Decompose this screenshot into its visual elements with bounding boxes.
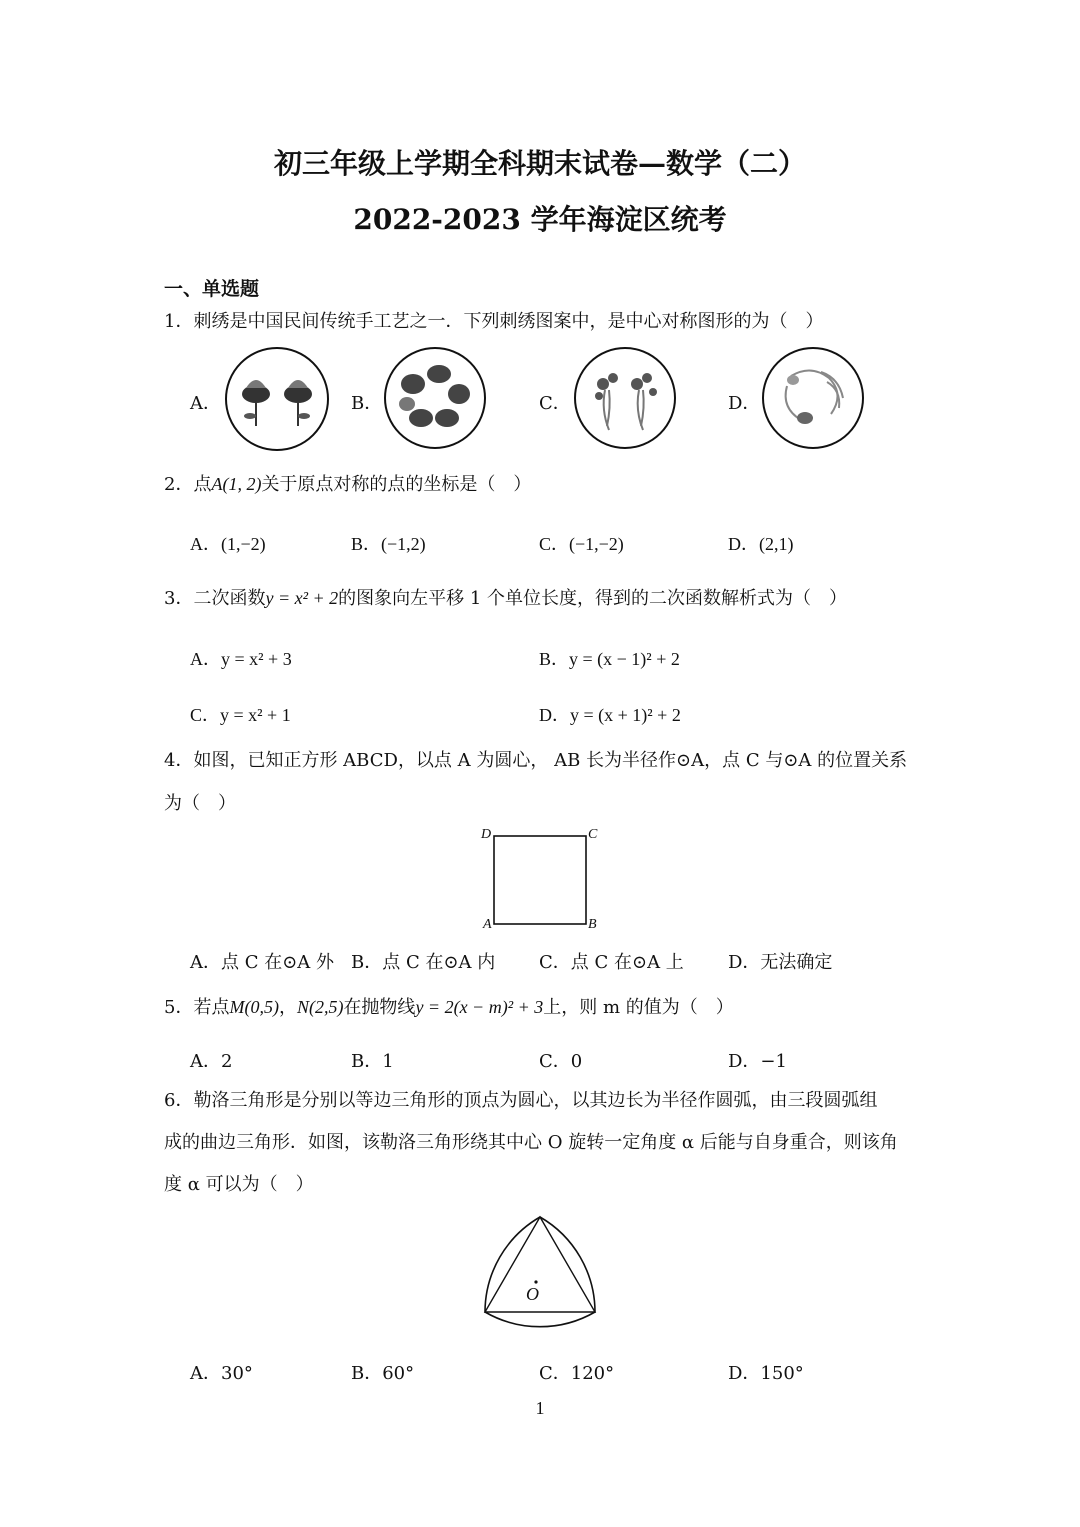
question-2-option-c[interactable]: C．(−1,−2) — [539, 534, 624, 554]
question-4-stem-line2: 为（ ） — [164, 793, 236, 814]
question-2-math: A(1, 2) — [211, 474, 262, 494]
question-5-math-parabola: y = 2(x − m)² + 3 — [415, 997, 544, 1017]
question-5-option-c[interactable]: C．0 — [539, 1051, 583, 1072]
question-5-option-b[interactable]: B．1 — [351, 1051, 394, 1072]
question-4-stem-line1: 4．如图，已知正方形 ABCD，以点 A 为圆心， AB 长为半径作⊙A，点 C 与⊙A 的位置关系 — [164, 750, 908, 771]
question-6-option-c[interactable]: C．120° — [539, 1363, 615, 1384]
question-1-option-a[interactable]: A． — [190, 393, 221, 414]
question-2-option-b[interactable]: B．(−1,2) — [351, 534, 426, 554]
question-5-option-a[interactable]: A．2 — [190, 1051, 233, 1072]
question-3-stem — [164, 588, 847, 610]
question-6-stem-line2: 成的曲边三角形．如图，该勒洛三角形绕其中心 O 旋转一定角度 α 后能与自身重合，则该角 — [164, 1132, 898, 1153]
question-1-option-c[interactable]: C． — [539, 393, 571, 414]
question-3-option-b[interactable]: B．y = (x − 1)² + 2 — [539, 649, 680, 669]
question-3-prefix: 3．二次函数 — [164, 588, 266, 609]
section-heading: 一、单选题 — [164, 278, 260, 300]
question-5-math-n: N(2,5) — [296, 997, 344, 1017]
question-4-option-c[interactable]: C．点 C 在⊙A 上 — [539, 952, 684, 973]
question-2-prefix: 2．点 — [164, 474, 212, 495]
question-3-suffix: 的图象向左平移 1 个单位长度，得到的二次函数解析式为（ ） — [338, 588, 848, 609]
figure-label-c: C — [588, 827, 598, 842]
question-4-option-d[interactable]: D．无法确定 — [728, 952, 833, 973]
question-5-suffix: 上，则 m 的值为（ ） — [543, 997, 734, 1018]
question-5-middle: 在抛物线 — [343, 997, 416, 1018]
embroidery-image-b — [383, 346, 487, 450]
question-5-prefix: 5．若点 — [164, 997, 230, 1018]
figure-label-o: O — [526, 1284, 539, 1304]
question-5-separator: ， — [278, 997, 297, 1018]
question-5-math-m: M(0,5) — [229, 997, 279, 1017]
figure-label-a: A — [483, 917, 492, 932]
question-1-option-b[interactable]: B． — [351, 393, 383, 414]
reuleaux-triangle-figure — [470, 1205, 610, 1345]
question-1-stem: 1．刺绣是中国民间传统手工艺之一．下列刺绣图案中，是中心对称图形的为（ ） — [164, 311, 824, 332]
question-3-option-a[interactable]: A．y = x² + 3 — [190, 649, 292, 669]
embroidery-image-c — [573, 346, 677, 450]
page-title: 初三年级上学期全科期末试卷—数学（二） — [273, 147, 806, 180]
question-5-option-d[interactable]: D．−1 — [728, 1051, 787, 1072]
question-4-option-b[interactable]: B．点 C 在⊙A 内 — [351, 952, 496, 973]
question-6-stem-line1: 6．勒洛三角形是分别以等边三角形的顶点为圆心，以其边长为半径作圆弧，由三段圆弧组 — [164, 1090, 878, 1111]
question-2-stem — [164, 474, 531, 496]
question-3-math: y = x² + 2 — [265, 588, 339, 608]
embroidery-image-d — [761, 346, 865, 450]
question-2-option-d[interactable]: D．(2,1) — [728, 534, 794, 554]
question-3-option-c[interactable]: C．y = x² + 1 — [190, 705, 291, 725]
question-3-option-d[interactable]: D．y = (x + 1)² + 2 — [539, 705, 681, 725]
question-6-stem-line3: 度 α 可以为（ ） — [164, 1174, 314, 1195]
question-5-stem — [164, 997, 734, 1019]
page-subtitle: 2022-2023 学年海淀区统考 — [353, 203, 727, 236]
question-1-option-d[interactable]: D． — [728, 393, 761, 414]
figure-label-d: D — [481, 827, 492, 842]
embroidery-image-a — [224, 346, 330, 452]
page-number: 1 — [535, 1398, 545, 1418]
square-abcd — [494, 836, 586, 924]
equilateral-triangle — [485, 1217, 595, 1312]
question-6-option-a[interactable]: A．30° — [190, 1363, 253, 1384]
square-figure — [478, 826, 602, 936]
question-2-suffix: 关于原点对称的点的坐标是（ ） — [261, 474, 532, 495]
question-4-option-a[interactable]: A．点 C 在⊙A 外 — [190, 952, 335, 973]
reuleaux-outline — [485, 1217, 595, 1327]
figure-label-b: B — [588, 917, 597, 932]
question-2-option-a[interactable]: A．(1,−2) — [190, 534, 266, 554]
question-6-option-b[interactable]: B．60° — [351, 1363, 415, 1384]
question-6-option-d[interactable]: D．150° — [728, 1363, 804, 1384]
